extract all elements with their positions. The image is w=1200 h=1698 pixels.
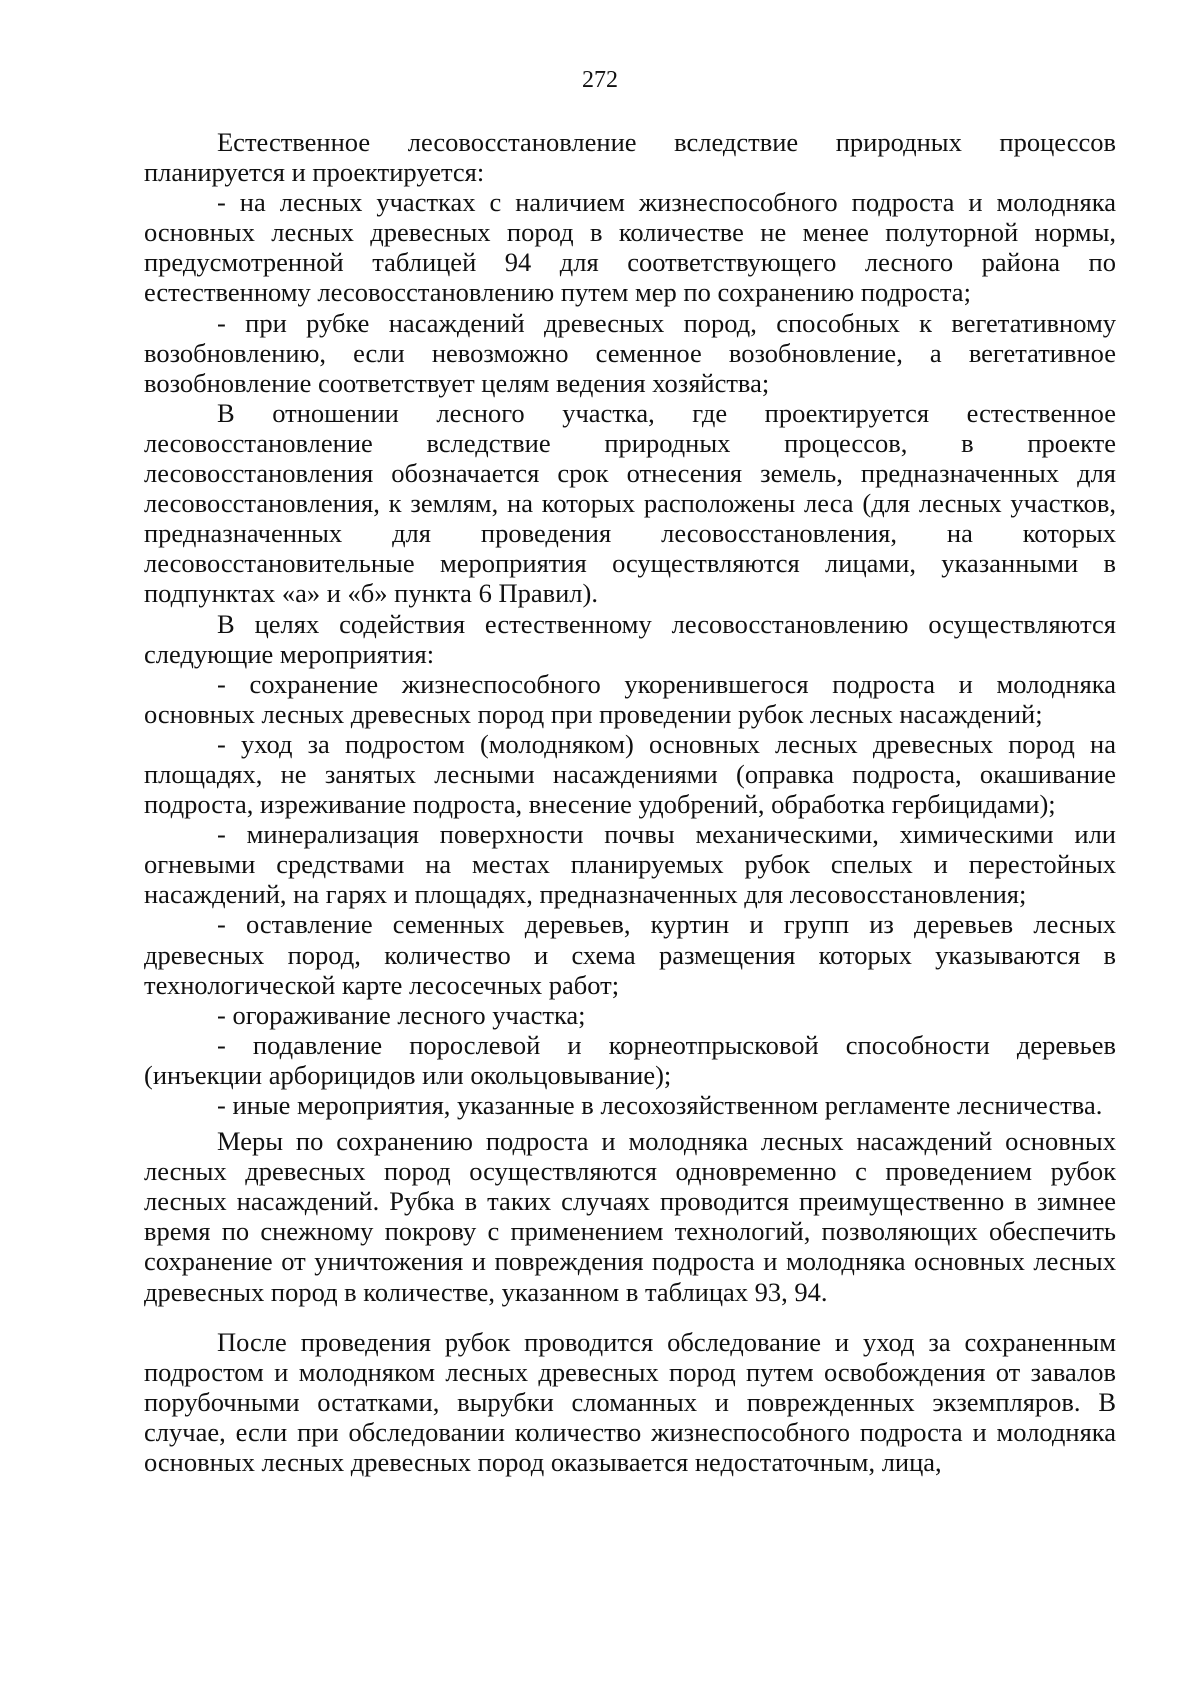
paragraph-land-classification-term: В отношении лесного участка, где проектируется естественное лесовосстановление вследствие природных процессов, в проекте лесовосстановления обозначается срок отнесения земель, предназначенных для лесовосстановления, к землям, на которых расположены леса (для лесных участков, предназначенных для проведения лесовосстановления, на которых лесовосстановительные мероприятия осуществляются лицами, указанными в подпунктах «а» и «б» пункта 6 Правил). — [144, 397, 1116, 609]
document-body — [144, 127, 1116, 1477]
paragraph-vegetative-renewal: - при рубке насаждений древесных пород, способных к вегетативному возобновлению, если невозможно семенное возобновление, а вегетативное возобновление соответствует целям ведения хозяйства; — [144, 307, 1116, 398]
paragraph-undergrowth-care: - уход за подростом (молодняком) основных лесных древесных пород на площадях, не занятых лесными насаждениями (оправка подроста, окашивание подроста, изреживание подроста, внесение удобрений, обработка гербицидами); — [144, 728, 1116, 820]
paragraph-seed-trees: - оставление семенных деревьев, куртин и групп из деревьев лесных древесных пород, количество и схема размещения которых указываются в технологической карте лесосечных работ; — [144, 909, 1116, 1000]
paragraph-fencing: - огораживание лесного участка; — [217, 999, 586, 1030]
paragraph-soil-mineralization: - минерализация поверхности почвы механическими, химическими или огневыми средствами на местах планируемых рубок спелых и перестойных насаждений, на гарях и площадях, предназначенных для лесовосстановления; — [144, 819, 1116, 910]
paragraph-post-felling-survey: После проведения рубок проводится обследование и уход за сохраненным подростом и молодняком лесных древесных пород путем освобождения от завалов порубочными остатками, вырубки сломанных и поврежденных экземпляров. В случае, если при обследовании количество жизнеспособного подроста и молодняка основных лесных древесных пород оказывается недостаточным, лица, — [144, 1326, 1116, 1478]
paragraph-undergrowth-sites: - на лесных участках с наличием жизнеспособного подроста и молодняка основных лесных древесных пород в количестве не менее полуторной нормы, предусмотренной таблицей 94 для соответствующего лесного района по естественному лесовосстановлению путем мер по сохранению подроста; — [144, 187, 1116, 308]
page-number: 272 — [582, 67, 618, 93]
paragraph-preserve-undergrowth: - сохранение жизнеспособного укоренившегося подроста и молодняка основных лесных древесных пород при проведении рубок лесных насаждений; — [144, 668, 1116, 729]
paragraph-natural-reforestation-intro: Естественное лесовосстановление вследствие природных процессов планируется и проектируется: — [144, 127, 1116, 188]
paragraph-preservation-during-felling: Меры по сохранению подроста и молодняка лесных насаждений основных лесных древесных пород осуществляются одновременно с проведением рубок лесных насаждений. Рубка в таких случаях проводится преимущественно в зимнее время по снежному покрову с применением технологий, позволяющих обеспечить сохранение от уничтожения и повреждения подроста и молодняка основных лесных древесных пород в количестве, указанном в таблицах 93, 94. — [144, 1126, 1116, 1307]
paragraph-sprout-suppression: - подавление порослевой и корнеотпрысковой способности деревьев (инъекции арборицидов или окольцовывание); — [144, 1029, 1116, 1090]
paragraph-assistance-measures-intro: В целях содействия естественному лесовосстановлению осуществляются следующие мероприятия: — [144, 608, 1116, 669]
paragraph-other-measures: - иные мероприятия, указанные в лесохозяйственном регламенте лесничества. — [217, 1090, 1103, 1120]
